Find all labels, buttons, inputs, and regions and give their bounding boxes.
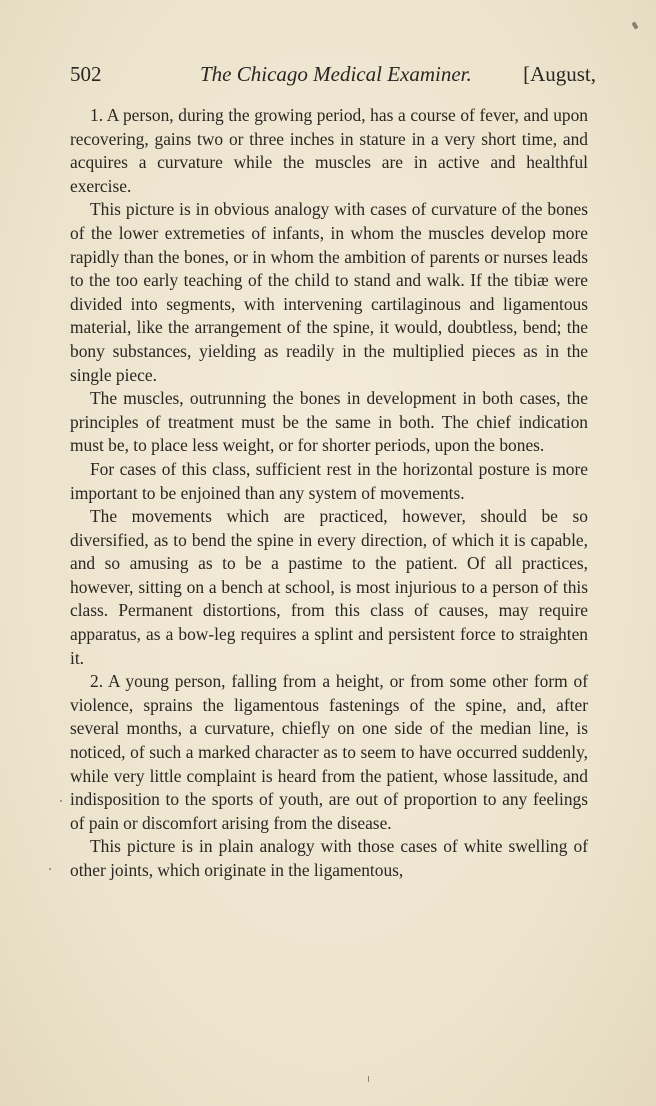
paragraph-2: This picture is in obvious analogy with cases of curvature of the bones of the lower extremeties of infants, in whom the muscles develop more rapidly than the bones, or in whom the ambition of parents or nurses leads to the too early teaching of the child to stand and walk. If the tibiæ were divided into segments, with intervening cartilaginous and ligamentous material, like the arrangement of the spine, it would, doubtless, bend; the bony substances, yielding as readily in the multiplied pieces as in the single piece.	[70, 199, 588, 385]
paragraph-1: 1. A person, during the growing period, has a course of fever, and upon recovering, gains two or three inches in stature in a very short time, and acquires a curvature while the muscles are in active and healthful exercise.	[70, 105, 588, 196]
paper-speck	[49, 868, 51, 870]
paragraph-7: This picture is in plain analogy with those cases of white swelling of other joints, which originate in the ligamentous,	[70, 836, 588, 880]
paper-speck	[60, 800, 62, 802]
page-number: 502	[70, 62, 102, 86]
paragraph-3: The muscles, outrunning the bones in development in both cases, the principles of treatment must be the same in both. The chief indication must be, to place less weight, or for shorter periods, upon the bones.	[70, 388, 588, 456]
paper-speck	[632, 21, 639, 29]
issue-date: [August,	[523, 62, 596, 86]
page-header	[70, 62, 596, 92]
paragraph-6: 2. A young person, falling from a height, or from some other form of violence, sprains the ligamentous fastenings of the spine, and, after several months, a curvature, chiefly on one side of the median line, is noticed, of such a marked character as to seem to have occurred suddenly, while very little complaint is heard from the patient, whose lassitude, and indisposition to the sports of youth, are out of proportion to any feelings of pain or discomfort arising from the disease.	[70, 671, 588, 833]
paragraph-4: For cases of this class, sufficient rest in the horizontal posture is more important to be enjoined than any system of movements.	[70, 458, 588, 503]
paper-speck	[368, 1076, 369, 1082]
journal-title: The Chicago Medical Examiner.	[200, 62, 472, 86]
article-body	[70, 104, 588, 883]
paragraph-5: The movements which are practiced, however, should be so diversified, as to bend the spine in every direction, of which it is capable, and so amusing as to be a pastime to the patient. Of all practices, however, sitting on a bench at school, is most injurious to a person of this class. Permanent distortions, from this class of causes, may require apparatus, as a bow-leg requires a splint and persistent force to straighten it.	[70, 506, 588, 668]
